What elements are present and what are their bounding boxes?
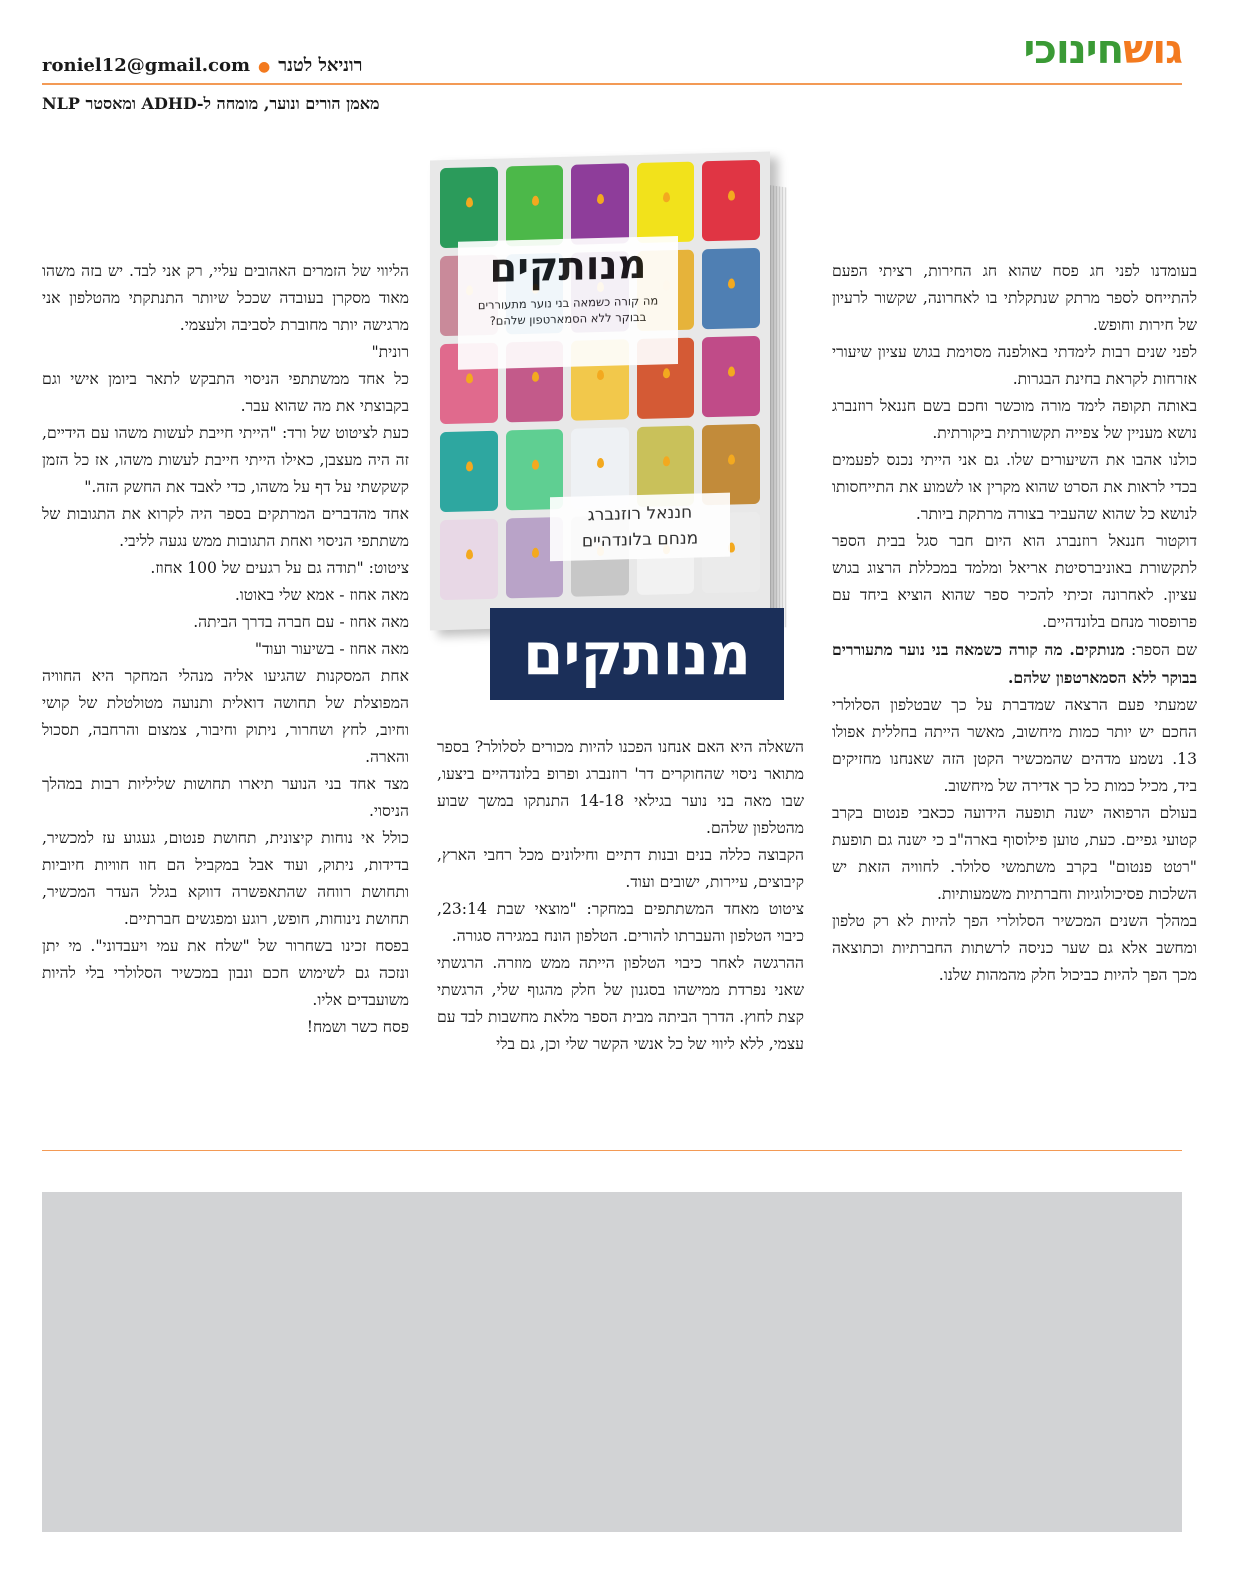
drop-icon xyxy=(532,196,539,206)
drop-icon xyxy=(597,370,604,380)
paragraph: ההרגשה לאחר כיבוי הטלפון הייתה ממש מוזרה. הרגשתי שאני נפרדת ממישהו בסגנון של חלק מהגוף שלי, הרגשתי קצת לחוץ. הדרך הביתה מבית הספר מלאת מחשבות לבד עם עצמי, ללא ליווי של כל אנשי הקשר שלי וכן, גם בלי xyxy=(437,954,804,1053)
paragraph: הליווי של הזמרים האהובים עליי, רק אני לבד. יש בזה משהו מאוד מסקרן בעובדה שככל שיותר התנתקתי מהטלפון אני מרגישה יותר מחוברת לסביבה ולעצמי. xyxy=(42,262,409,334)
phone-tile xyxy=(702,160,760,242)
paragraph: ציטוט מאחד המשתתפים במחקר: "מוצאי שבת 23:14, כיבוי הטלפון והעברתו להורים. הטלפון הונח במגירה סגורה. xyxy=(437,900,804,945)
book-title-band xyxy=(490,608,784,700)
book-band-title: מנותקים xyxy=(523,620,751,688)
drop-icon xyxy=(597,458,604,468)
paragraph: בעומדנו לפני חג פסח שהוא חג החירות, רציתי הפעם להתייחס לספר מרתק שנתקלתי בו לאחרונה, שקשור לרעיון של חירות וחופש. xyxy=(832,262,1197,334)
phone-tile xyxy=(637,162,695,244)
book-cover-title: מנותקים xyxy=(489,241,647,292)
paragraph: כולנו אהבו את השיעורים שלו. גם אני הייתי נכנס לפעמים בכדי לראות את הסרט שהוא מקרין או לשמוע את התייחסותו לנושא כל שהוא שהעביר בצורה מרתקת ביותר. xyxy=(832,451,1197,523)
drop-icon xyxy=(466,550,473,560)
header-divider xyxy=(42,83,1182,85)
author-subtitle: מאמן הורים ונוער, מומחה ל-ADHD ומאסטר NLP xyxy=(42,94,380,113)
footer-divider xyxy=(42,1150,1182,1151)
paragraph: מאה אחוז - עם חברה בדרך הביתה. xyxy=(193,613,409,631)
paragraph: כולל אי נוחות קיצונית, תחושת פנטום, געגוע עז למכשיר, בדידות, ניתוק, ועוד אבל במקביל הם חוו חוויות חיוביות ותחושת רווחה שהתאפשרה דווקא בגלל העדר המכשיר, תחושת נינוחות, חופש, רוגע ומפגשים חברתיים. xyxy=(42,829,409,928)
paragraph: בפסח זכינו בשחרור של "שלח את עמי ויעבדוני". מי יתן ונזכה גם לשימוש חכם ונבון במכשיר הסלולרי בלי להיות משועבדים אליו. xyxy=(42,937,409,1009)
paragraph: במהלך השנים המכשיר הסלולרי הפך להיות לא רק טלפון ומחשב אלא גם שער כניסה לרשתות החברתיות וכתוצאה מכך הפך להיות כביכול חלק מהמהות שלנו. xyxy=(832,912,1197,984)
book-authors xyxy=(550,493,730,562)
book-name-label: שם הספר: xyxy=(1131,641,1197,659)
author-line xyxy=(42,55,363,76)
paragraph: כל אחד ממשתתפי הניסוי התבקש לתאר ביומן אישי וגם בקבוצתי את מה שהוא עבר. xyxy=(42,370,409,415)
phone-tile xyxy=(702,336,760,418)
drop-icon xyxy=(532,372,539,382)
paragraph: רונית" xyxy=(371,343,409,361)
drop-icon xyxy=(532,548,539,558)
paragraph: באותה תקופה לימד מורה מוכשר וחכם בשם חננאל רוזנברג נושא מעניין של צפייה תקשורתית ביקורתית. xyxy=(832,397,1197,442)
logo-word-green: חינוכי xyxy=(1023,27,1124,73)
advertisement-placeholder xyxy=(42,1192,1182,1532)
book-author-2: מנחם בלונדהיים xyxy=(581,528,699,552)
book-title-box xyxy=(458,236,678,370)
paragraph: אחד מהדברים המרתקים בספר היה לקרוא את התגובות של משתתפי הניסוי ואחת התגובות ממש נגעה לליבי. xyxy=(42,505,409,550)
paragraph: פסח כשר ושמח! xyxy=(306,1018,409,1036)
paragraph: הקבוצה כללה בנים ובנות דתיים וחילונים מכל רחבי הארץ, קיבוצים, עיירות, ישובים ועוד. xyxy=(437,846,804,891)
phone-tile xyxy=(440,519,498,601)
paragraph: מאה אחוז - בשיעור ועוד" xyxy=(254,640,409,658)
drop-icon xyxy=(663,193,670,203)
paragraph: מאה אחוז - אמא שלי באוטו. xyxy=(234,586,409,604)
drop-icon xyxy=(663,457,670,467)
phone-tile xyxy=(506,165,564,247)
publication-logo xyxy=(1023,27,1182,73)
drop-icon xyxy=(466,198,473,208)
paragraph: אחת המסקנות שהגיעו אליה מנהלי המחקר היא החוויה המפוצלת של תחושה דואלית ותנועה מטולטלת של קושי וחיוב, לחץ ושחרור, ניתוק וחיבור, צמצום והרחבה, תסכול והארה. xyxy=(42,667,409,766)
book-cover-subtitle: מה קורה כשמאה בני נוער מתעוררים בבוקר ללא הסמארטפון שלהם? xyxy=(477,293,659,328)
drop-icon xyxy=(728,191,735,201)
logo-word-orange: גוש xyxy=(1123,27,1182,73)
paragraph: השאלה היא האם אנחנו הפכנו להיות מכורים לסלולר? בספר מתואר ניסוי שהחוקרים דר' רוזנברג ופרופ בלונדהיים ביצעו, שבו מאה בני נוער בגילאי 14-18 התנתקו במשך שבוע מהטלפון שלהם. xyxy=(437,738,804,837)
bullet-dot-icon: ● xyxy=(258,59,271,75)
paragraph: כעת לציטוט של ורד: "הייתי חייבת לעשות משהו עם הידיים, זה היה מעצבן, כאילו הייתי חייבת לעשות משהו, אז כל הזמן קשקשתי על דף על משהו, כדי לאבד את החשק הזה." xyxy=(42,424,409,496)
article-column-left xyxy=(42,258,409,1041)
phone-tile xyxy=(440,431,498,513)
book-cover-image xyxy=(430,156,790,706)
paragraph: לפני שנים רבות לימדתי באולפנה מסוימת בגוש עציון שיעורי אזרחות לקראת בחינת הבגרות. xyxy=(832,343,1197,388)
drop-icon xyxy=(466,462,473,472)
phone-tile xyxy=(440,167,498,249)
book-front-cover xyxy=(430,152,770,631)
author-name: רוניאל לטנר xyxy=(278,55,363,76)
book-author-1: חננאל רוזנברג xyxy=(587,502,693,526)
paragraph: דוקטור חננאל רוזנברג הוא היום חבר סגל בבית הספר לתקשורת באוניברסיטת אריאל ומלמד במכללת הרצוג בגוש עציון. לאחרונה זכיתי להכיר ספר שהוא הוציא ביחד עם פרופסור מנחם בלונדהיים. xyxy=(832,532,1197,631)
drop-icon xyxy=(728,455,735,465)
book-name-value: מנותקים. מה קורה כשמאה בני נוער מתעוררים בבוקר ללא הסמארטפון שלהם. xyxy=(832,640,1197,687)
article-column-right xyxy=(832,258,1197,989)
paragraph: ציטוט: "תודה גם על רגעים של 100 אחוז. xyxy=(150,559,409,577)
paragraph: בעולם הרפואה ישנה תופעה הידועה ככאבי פנטום בקרב קטועי גפיים. כעת, טוען פילוסוף בארה"ב כי ישנה גם תופעת "רטט פנטום" בקרב משתמשי סלולר. לחוויה הזאת יש השלכות פסיכולוגיות וחברתיות משמעותיות. xyxy=(832,804,1197,903)
drop-icon xyxy=(532,460,539,470)
drop-icon xyxy=(466,374,473,384)
paragraph: מצד אחד בני הנוער תיארו תחושות שליליות רבות במהלך הניסוי. xyxy=(42,775,409,820)
article-column-middle xyxy=(437,734,804,1058)
drop-icon xyxy=(728,279,735,289)
phone-tile xyxy=(702,248,760,330)
phone-tile xyxy=(571,163,629,245)
author-email: roniel12@gmail.com xyxy=(42,55,251,76)
drop-icon xyxy=(728,367,735,377)
drop-icon xyxy=(597,194,604,204)
book-name-paragraph xyxy=(832,636,1197,692)
paragraph: שמעתי פעם הרצאה שמדברת על כך שבטלפון הסלולרי החכם יש יותר כמות מיחשוב, מאשר הייתה בחללית אפולו 13. נשמע מדהים שהמכשיר הקטן הזה שאנחנו מחזיקים ביד, מכיל כמות כל כך אדירה של מיחשוב. xyxy=(832,696,1197,795)
drop-icon xyxy=(663,369,670,379)
